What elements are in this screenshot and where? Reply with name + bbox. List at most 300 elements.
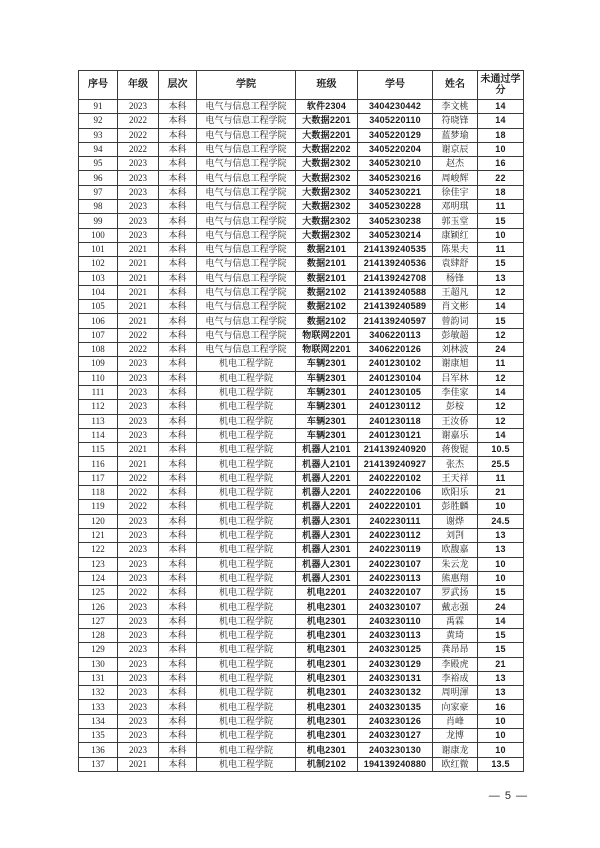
table-row bbox=[79, 543, 524, 557]
cell-class: 机器人2201 bbox=[296, 486, 358, 500]
cell-grade: 2023 bbox=[118, 714, 159, 728]
cell-credits: 10 bbox=[478, 228, 524, 242]
cell-class: 车辆2301 bbox=[296, 414, 358, 428]
cell-level: 本科 bbox=[159, 242, 197, 256]
page-number: — 5 — bbox=[488, 790, 528, 802]
table-row bbox=[79, 500, 524, 514]
cell-name: 李裕成 bbox=[433, 671, 478, 685]
cell-student-id: 3405230221 bbox=[358, 185, 433, 199]
cell-college: 电气与信息工程学院 bbox=[197, 228, 296, 242]
cell-student-id: 214139240588 bbox=[358, 285, 433, 299]
cell-grade: 2023 bbox=[118, 528, 159, 542]
cell-college: 机电工程学院 bbox=[197, 557, 296, 571]
table-row bbox=[79, 414, 524, 428]
cell-credits: 16 bbox=[478, 157, 524, 171]
cell-credits: 15 bbox=[478, 586, 524, 600]
cell-level: 本科 bbox=[159, 114, 197, 128]
table-body bbox=[79, 100, 524, 772]
cell-name: 袁肆舒 bbox=[433, 257, 478, 271]
cell-level: 本科 bbox=[159, 543, 197, 557]
cell-class: 机制2102 bbox=[296, 757, 358, 771]
col-header-student-id: 学号 bbox=[358, 71, 433, 100]
cell-grade: 2023 bbox=[118, 400, 159, 414]
cell-class: 数据2101 bbox=[296, 242, 358, 256]
cell-class: 机器人2301 bbox=[296, 528, 358, 542]
cell-class: 大数据2201 bbox=[296, 114, 358, 128]
cell-class: 机电2301 bbox=[296, 686, 358, 700]
cell-grade: 2021 bbox=[118, 257, 159, 271]
cell-level: 本科 bbox=[159, 571, 197, 585]
table-row bbox=[79, 586, 524, 600]
cell-grade: 2022 bbox=[118, 343, 159, 357]
cell-name: 曾韵词 bbox=[433, 314, 478, 328]
cell-class: 机器人2301 bbox=[296, 557, 358, 571]
cell-name: 王超凡 bbox=[433, 285, 478, 299]
cell-class: 机电2301 bbox=[296, 700, 358, 714]
table-row bbox=[79, 643, 524, 657]
table-row bbox=[79, 471, 524, 485]
cell-student-id: 3405230228 bbox=[358, 200, 433, 214]
cell-credits: 12 bbox=[478, 285, 524, 299]
table-row bbox=[79, 443, 524, 457]
cell-name: 罗武扬 bbox=[433, 586, 478, 600]
cell-class: 机电2301 bbox=[296, 671, 358, 685]
cell-college: 机电工程学院 bbox=[197, 643, 296, 657]
cell-student-id: 3405220129 bbox=[358, 128, 433, 142]
cell-level: 本科 bbox=[159, 400, 197, 414]
cell-college: 机电工程学院 bbox=[197, 614, 296, 628]
cell-student-id: 2402230119 bbox=[358, 543, 433, 557]
cell-credits: 10 bbox=[478, 142, 524, 156]
cell-class: 机器人2301 bbox=[296, 571, 358, 585]
cell-grade: 2022 bbox=[118, 114, 159, 128]
table-row bbox=[79, 142, 524, 156]
cell-credits: 10 bbox=[478, 500, 524, 514]
cell-serial: 124 bbox=[79, 571, 118, 585]
cell-credits: 10 bbox=[478, 571, 524, 585]
table-row bbox=[79, 671, 524, 685]
cell-student-id: 214139242708 bbox=[358, 271, 433, 285]
cell-level: 本科 bbox=[159, 328, 197, 342]
col-header-credits: 未通过学分 bbox=[478, 71, 524, 100]
cell-serial: 100 bbox=[79, 228, 118, 242]
cell-level: 本科 bbox=[159, 142, 197, 156]
cell-college: 机电工程学院 bbox=[197, 457, 296, 471]
cell-serial: 107 bbox=[79, 328, 118, 342]
cell-student-id: 2403230126 bbox=[358, 714, 433, 728]
table-row bbox=[79, 228, 524, 242]
cell-class: 机电2301 bbox=[296, 743, 358, 757]
cell-student-id: 214139240589 bbox=[358, 300, 433, 314]
cell-grade: 2021 bbox=[118, 457, 159, 471]
cell-serial: 127 bbox=[79, 614, 118, 628]
cell-class: 机电2301 bbox=[296, 628, 358, 642]
cell-name: 禹霖 bbox=[433, 614, 478, 628]
col-header-class: 班级 bbox=[296, 71, 358, 100]
cell-level: 本科 bbox=[159, 285, 197, 299]
cell-name: 谢嘉乐 bbox=[433, 428, 478, 442]
table-row bbox=[79, 400, 524, 414]
cell-serial: 104 bbox=[79, 285, 118, 299]
cell-name: 蒋俊锟 bbox=[433, 443, 478, 457]
cell-college: 机电工程学院 bbox=[197, 600, 296, 614]
cell-grade: 2023 bbox=[118, 743, 159, 757]
table-row bbox=[79, 743, 524, 757]
cell-college: 电气与信息工程学院 bbox=[197, 314, 296, 328]
cell-college: 机电工程学院 bbox=[197, 729, 296, 743]
cell-credits: 24 bbox=[478, 343, 524, 357]
cell-credits: 10.5 bbox=[478, 443, 524, 457]
cell-level: 本科 bbox=[159, 128, 197, 142]
cell-college: 机电工程学院 bbox=[197, 543, 296, 557]
table-row bbox=[79, 128, 524, 142]
cell-credits: 10 bbox=[478, 557, 524, 571]
header-row bbox=[79, 71, 524, 100]
cell-serial: 129 bbox=[79, 643, 118, 657]
cell-serial: 122 bbox=[79, 543, 118, 557]
cell-class: 数据2101 bbox=[296, 257, 358, 271]
cell-class: 机器人2201 bbox=[296, 500, 358, 514]
cell-college: 机电工程学院 bbox=[197, 400, 296, 414]
cell-serial: 135 bbox=[79, 729, 118, 743]
cell-class: 车辆2301 bbox=[296, 400, 358, 414]
cell-serial: 102 bbox=[79, 257, 118, 271]
cell-credits: 21 bbox=[478, 657, 524, 671]
cell-class: 大数据2201 bbox=[296, 128, 358, 142]
table-row bbox=[79, 557, 524, 571]
cell-serial: 132 bbox=[79, 686, 118, 700]
table-row bbox=[79, 600, 524, 614]
cell-student-id: 2402220102 bbox=[358, 471, 433, 485]
table-row bbox=[79, 571, 524, 585]
cell-serial: 105 bbox=[79, 300, 118, 314]
cell-grade: 2023 bbox=[118, 385, 159, 399]
cell-class: 机电2301 bbox=[296, 614, 358, 628]
cell-serial: 110 bbox=[79, 371, 118, 385]
table-row bbox=[79, 657, 524, 671]
table-row bbox=[79, 185, 524, 199]
cell-grade: 2023 bbox=[118, 729, 159, 743]
cell-college: 电气与信息工程学院 bbox=[197, 171, 296, 185]
cell-serial: 115 bbox=[79, 443, 118, 457]
cell-credits: 10 bbox=[478, 729, 524, 743]
cell-level: 本科 bbox=[159, 743, 197, 757]
cell-grade: 2023 bbox=[118, 557, 159, 571]
cell-class: 车辆2301 bbox=[296, 371, 358, 385]
cell-serial: 126 bbox=[79, 600, 118, 614]
cell-level: 本科 bbox=[159, 671, 197, 685]
cell-class: 大数据2302 bbox=[296, 171, 358, 185]
cell-student-id: 3405230238 bbox=[358, 214, 433, 228]
cell-college: 机电工程学院 bbox=[197, 443, 296, 457]
cell-name: 邓明琪 bbox=[433, 200, 478, 214]
table-row bbox=[79, 371, 524, 385]
cell-student-id: 214139240597 bbox=[358, 314, 433, 328]
cell-grade: 2023 bbox=[118, 157, 159, 171]
table-row bbox=[79, 171, 524, 185]
cell-college: 电气与信息工程学院 bbox=[197, 142, 296, 156]
cell-name: 李文桃 bbox=[433, 100, 478, 114]
cell-student-id: 2402230113 bbox=[358, 571, 433, 585]
cell-student-id: 2402220101 bbox=[358, 500, 433, 514]
cell-name: 欧馥嘉 bbox=[433, 543, 478, 557]
cell-class: 机器人2101 bbox=[296, 457, 358, 471]
cell-name: 张杰 bbox=[433, 457, 478, 471]
cell-credits: 11 bbox=[478, 242, 524, 256]
cell-level: 本科 bbox=[159, 657, 197, 671]
cell-credits: 13 bbox=[478, 528, 524, 542]
cell-level: 本科 bbox=[159, 714, 197, 728]
cell-college: 机电工程学院 bbox=[197, 586, 296, 600]
cell-grade: 2021 bbox=[118, 757, 159, 771]
cell-college: 机电工程学院 bbox=[197, 371, 296, 385]
failed-credits-table bbox=[78, 70, 524, 772]
cell-student-id: 214139240535 bbox=[358, 242, 433, 256]
cell-student-id: 2401230121 bbox=[358, 428, 433, 442]
cell-grade: 2021 bbox=[118, 314, 159, 328]
cell-class: 机器人2301 bbox=[296, 514, 358, 528]
cell-level: 本科 bbox=[159, 686, 197, 700]
cell-serial: 117 bbox=[79, 471, 118, 485]
cell-credits: 14 bbox=[478, 428, 524, 442]
table-row bbox=[79, 157, 524, 171]
cell-serial: 103 bbox=[79, 271, 118, 285]
cell-student-id: 3405230214 bbox=[358, 228, 433, 242]
cell-class: 机器人2301 bbox=[296, 543, 358, 557]
cell-grade: 2021 bbox=[118, 271, 159, 285]
table-row bbox=[79, 385, 524, 399]
cell-college: 机电工程学院 bbox=[197, 671, 296, 685]
cell-student-id: 2403230110 bbox=[358, 614, 433, 628]
cell-student-id: 2402230112 bbox=[358, 528, 433, 542]
cell-class: 车辆2301 bbox=[296, 428, 358, 442]
cell-college: 电气与信息工程学院 bbox=[197, 100, 296, 114]
cell-student-id: 2402230111 bbox=[358, 514, 433, 528]
cell-serial: 133 bbox=[79, 700, 118, 714]
cell-serial: 130 bbox=[79, 657, 118, 671]
cell-name: 符晓锋 bbox=[433, 114, 478, 128]
cell-grade: 2021 bbox=[118, 285, 159, 299]
cell-level: 本科 bbox=[159, 157, 197, 171]
table-row bbox=[79, 343, 524, 357]
table-row bbox=[79, 457, 524, 471]
cell-grade: 2023 bbox=[118, 614, 159, 628]
cell-credits: 11 bbox=[478, 471, 524, 485]
cell-name: 谢康龙 bbox=[433, 743, 478, 757]
cell-college: 机电工程学院 bbox=[197, 357, 296, 371]
col-header-serial: 序号 bbox=[79, 71, 118, 100]
table-row bbox=[79, 714, 524, 728]
cell-level: 本科 bbox=[159, 500, 197, 514]
cell-name: 欧红微 bbox=[433, 757, 478, 771]
cell-name: 彭桉 bbox=[433, 400, 478, 414]
table-row bbox=[79, 614, 524, 628]
cell-level: 本科 bbox=[159, 343, 197, 357]
cell-college: 机电工程学院 bbox=[197, 686, 296, 700]
cell-college: 机电工程学院 bbox=[197, 571, 296, 585]
cell-level: 本科 bbox=[159, 700, 197, 714]
cell-level: 本科 bbox=[159, 271, 197, 285]
table-row bbox=[79, 528, 524, 542]
cell-college: 电气与信息工程学院 bbox=[197, 128, 296, 142]
cell-grade: 2023 bbox=[118, 571, 159, 585]
cell-serial: 106 bbox=[79, 314, 118, 328]
cell-name: 谢京辰 bbox=[433, 142, 478, 156]
table-row bbox=[79, 114, 524, 128]
cell-level: 本科 bbox=[159, 185, 197, 199]
cell-college: 电气与信息工程学院 bbox=[197, 257, 296, 271]
cell-level: 本科 bbox=[159, 528, 197, 542]
cell-student-id: 3404230442 bbox=[358, 100, 433, 114]
cell-grade: 2023 bbox=[118, 514, 159, 528]
cell-grade: 2023 bbox=[118, 628, 159, 642]
cell-serial: 119 bbox=[79, 500, 118, 514]
cell-credits: 18 bbox=[478, 128, 524, 142]
cell-level: 本科 bbox=[159, 314, 197, 328]
table-row bbox=[79, 357, 524, 371]
table-row bbox=[79, 628, 524, 642]
cell-name: 王天祥 bbox=[433, 471, 478, 485]
cell-student-id: 2403230129 bbox=[358, 657, 433, 671]
cell-credits: 16 bbox=[478, 700, 524, 714]
cell-level: 本科 bbox=[159, 614, 197, 628]
cell-student-id: 2401230105 bbox=[358, 385, 433, 399]
cell-college: 机电工程学院 bbox=[197, 743, 296, 757]
cell-credits: 15 bbox=[478, 314, 524, 328]
cell-college: 电气与信息工程学院 bbox=[197, 271, 296, 285]
cell-college: 机电工程学院 bbox=[197, 471, 296, 485]
cell-credits: 14 bbox=[478, 614, 524, 628]
cell-grade: 2023 bbox=[118, 543, 159, 557]
cell-class: 数据2102 bbox=[296, 314, 358, 328]
table-row bbox=[79, 757, 524, 771]
cell-serial: 128 bbox=[79, 628, 118, 642]
cell-college: 电气与信息工程学院 bbox=[197, 242, 296, 256]
cell-serial: 92 bbox=[79, 114, 118, 128]
cell-credits: 18 bbox=[478, 185, 524, 199]
table-row bbox=[79, 100, 524, 114]
cell-student-id: 3405230210 bbox=[358, 157, 433, 171]
cell-college: 机电工程学院 bbox=[197, 500, 296, 514]
cell-student-id: 2403220107 bbox=[358, 586, 433, 600]
cell-grade: 2022 bbox=[118, 142, 159, 156]
cell-credits: 15 bbox=[478, 628, 524, 642]
cell-college: 机电工程学院 bbox=[197, 414, 296, 428]
cell-name: 李殿虎 bbox=[433, 657, 478, 671]
cell-class: 车辆2301 bbox=[296, 385, 358, 399]
cell-level: 本科 bbox=[159, 443, 197, 457]
cell-credits: 24 bbox=[478, 600, 524, 614]
cell-level: 本科 bbox=[159, 414, 197, 428]
cell-college: 机电工程学院 bbox=[197, 528, 296, 542]
cell-name: 郭玉堂 bbox=[433, 214, 478, 228]
cell-serial: 109 bbox=[79, 357, 118, 371]
cell-credits: 13.5 bbox=[478, 757, 524, 771]
table-row bbox=[79, 242, 524, 256]
cell-credits: 12 bbox=[478, 414, 524, 428]
cell-credits: 14 bbox=[478, 300, 524, 314]
cell-college: 机电工程学院 bbox=[197, 700, 296, 714]
cell-level: 本科 bbox=[159, 457, 197, 471]
cell-name: 欧阳乐 bbox=[433, 486, 478, 500]
cell-credits: 24.5 bbox=[478, 514, 524, 528]
cell-level: 本科 bbox=[159, 371, 197, 385]
cell-grade: 2023 bbox=[118, 357, 159, 371]
cell-credits: 12 bbox=[478, 328, 524, 342]
cell-serial: 114 bbox=[79, 428, 118, 442]
cell-student-id: 2403230107 bbox=[358, 600, 433, 614]
table-row bbox=[79, 686, 524, 700]
cell-class: 大数据2302 bbox=[296, 157, 358, 171]
cell-student-id: 2401230104 bbox=[358, 371, 433, 385]
cell-college: 电气与信息工程学院 bbox=[197, 328, 296, 342]
cell-name: 刘剀 bbox=[433, 528, 478, 542]
cell-college: 电气与信息工程学院 bbox=[197, 214, 296, 228]
cell-college: 电气与信息工程学院 bbox=[197, 343, 296, 357]
cell-serial: 136 bbox=[79, 743, 118, 757]
table-row bbox=[79, 514, 524, 528]
cell-class: 大数据2302 bbox=[296, 200, 358, 214]
cell-grade: 2023 bbox=[118, 643, 159, 657]
col-header-grade: 年级 bbox=[118, 71, 159, 100]
cell-class: 机电2301 bbox=[296, 643, 358, 657]
cell-serial: 91 bbox=[79, 100, 118, 114]
cell-class: 物联网2201 bbox=[296, 343, 358, 357]
cell-level: 本科 bbox=[159, 200, 197, 214]
col-header-name: 姓名 bbox=[433, 71, 478, 100]
cell-grade: 2022 bbox=[118, 128, 159, 142]
cell-class: 大数据2302 bbox=[296, 214, 358, 228]
cell-level: 本科 bbox=[159, 228, 197, 242]
table-header bbox=[79, 71, 524, 100]
col-header-college: 学院 bbox=[197, 71, 296, 100]
cell-grade: 2023 bbox=[118, 686, 159, 700]
cell-class: 数据2101 bbox=[296, 271, 358, 285]
cell-credits: 21 bbox=[478, 486, 524, 500]
cell-grade: 2023 bbox=[118, 228, 159, 242]
cell-serial: 96 bbox=[79, 171, 118, 185]
cell-college: 电气与信息工程学院 bbox=[197, 185, 296, 199]
cell-college: 机电工程学院 bbox=[197, 486, 296, 500]
cell-student-id: 3405220204 bbox=[358, 142, 433, 156]
cell-level: 本科 bbox=[159, 300, 197, 314]
cell-class: 大数据2202 bbox=[296, 142, 358, 156]
cell-class: 机电2301 bbox=[296, 600, 358, 614]
cell-serial: 120 bbox=[79, 514, 118, 528]
cell-grade: 2022 bbox=[118, 486, 159, 500]
cell-student-id: 194139240880 bbox=[358, 757, 433, 771]
cell-serial: 116 bbox=[79, 457, 118, 471]
cell-level: 本科 bbox=[159, 214, 197, 228]
cell-class: 物联网2201 bbox=[296, 328, 358, 342]
cell-name: 熊惠翔 bbox=[433, 571, 478, 585]
cell-grade: 2023 bbox=[118, 371, 159, 385]
cell-credits: 13 bbox=[478, 543, 524, 557]
table-row bbox=[79, 257, 524, 271]
cell-student-id: 3406220113 bbox=[358, 328, 433, 342]
cell-student-id: 2403230127 bbox=[358, 729, 433, 743]
cell-name: 周明渾 bbox=[433, 686, 478, 700]
cell-name: 黄琦 bbox=[433, 628, 478, 642]
cell-serial: 113 bbox=[79, 414, 118, 428]
cell-grade: 2023 bbox=[118, 671, 159, 685]
cell-serial: 121 bbox=[79, 528, 118, 542]
col-header-level: 层次 bbox=[159, 71, 197, 100]
cell-class: 数据2102 bbox=[296, 285, 358, 299]
cell-student-id: 2401230102 bbox=[358, 357, 433, 371]
cell-serial: 111 bbox=[79, 385, 118, 399]
cell-serial: 137 bbox=[79, 757, 118, 771]
